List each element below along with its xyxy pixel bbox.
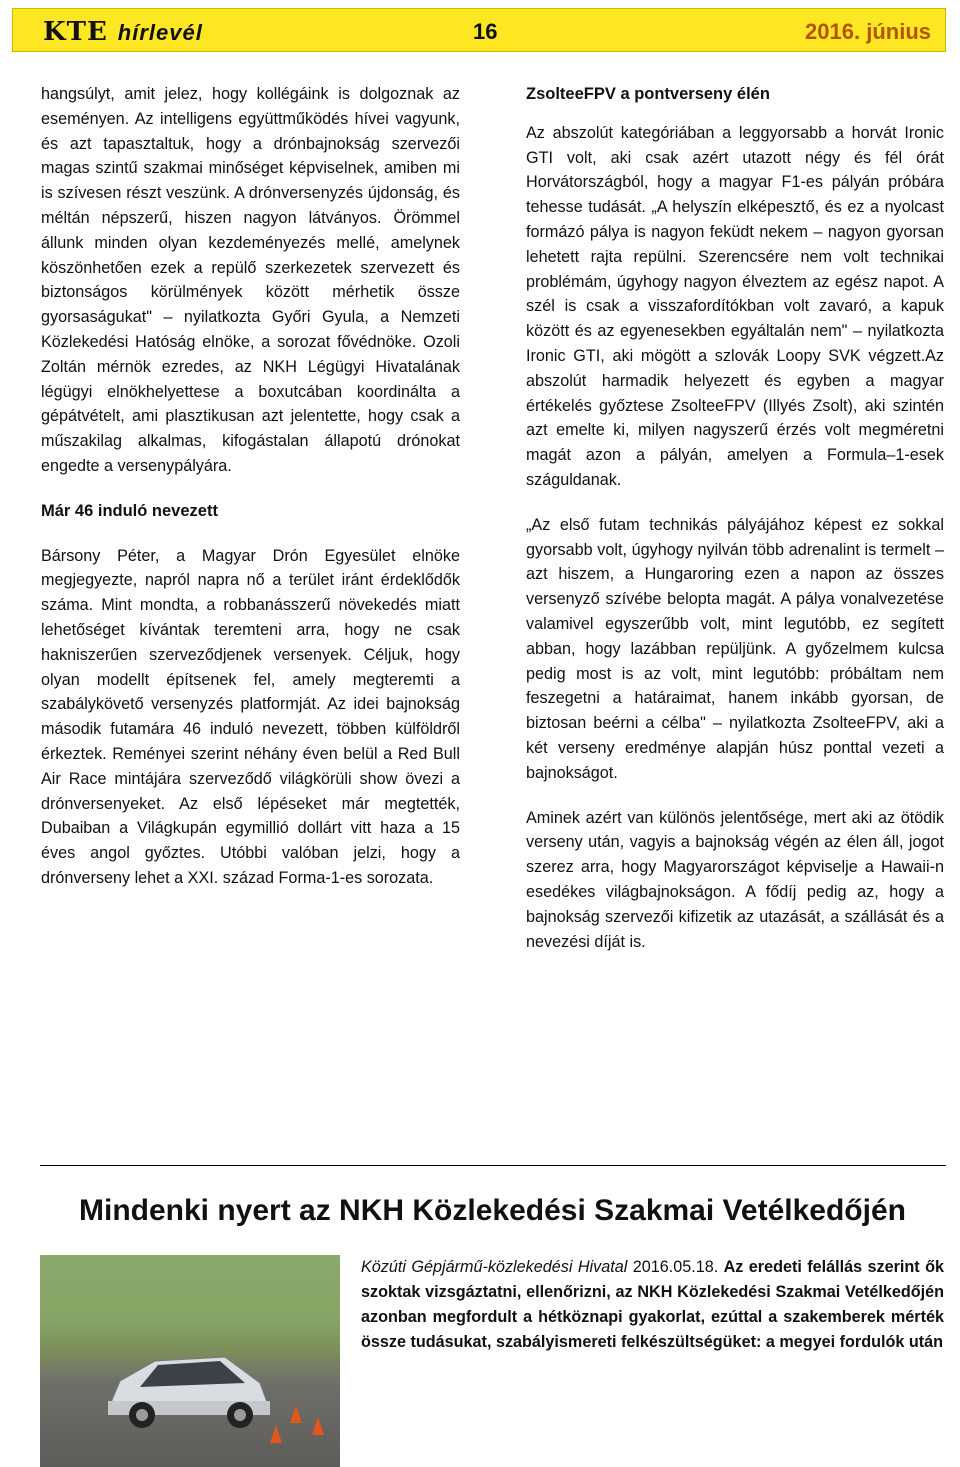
right-column xyxy=(526,82,944,954)
article-title: Mindenki nyert az NKH Közlekedési Szakmai Vetélkedőjén xyxy=(79,1194,906,1227)
article-photo xyxy=(40,1255,340,1467)
brand-word: hírlevél xyxy=(117,20,203,45)
newsletter-header xyxy=(12,8,946,52)
body-paragraph: „Az első futam technikás pályájához képest ez sokkal gyorsabb volt, úgyhogy nyilván több adrenalint is termelt – azt hiszem, a Hungaroring ezen a napon az összes versenyző szívébe belopta magát. A pálya vonalvezetése valamivel egyszerűbb volt, mint legutóbb, ez segített abban, hogy lazábban repüljünk. A győzelmem kulcsa pedig most is az volt, mint legutóbb: próbáltam nem feszegetni a határaimat, hanem inkább gyorsan, de biztosan beérni a célba" – nyilatkozta ZsolteeFPV, aki a két verseny eredménye alapján húsz ponttal vezeti a bajnokságot. xyxy=(526,515,944,782)
body-paragraph: hangsúlyt, amit jelez, hogy kollégáink is dolgoznak az eseményen. Az intelligens együttműködés hívei vagyunk, és azt tapasztaltuk, hogy a drónbajnokság szervezői magas szintű szakmai minőséget képviselnek, amiben mi is szívesen részt veszünk. A drónversenyzés újdonság, és méltán népszerű, hiszen nagyon látványos. Örömmel állunk minden olyan kezdeményezés mellé, amelynek köszönhetően ezek a repülő szerkezetek szervezett és biztonságos körülmények között mérhetik össze gyorsaságukat" – nyilatkozta Győri Gyula, a Nemzeti Közlekedési Hatóság elnöke, a sorozat fővédnöke. Ozoli Zoltán mérnök ezredes, az NKH Légügyi Hivatalának légügyi elnökhelyettese a boxutcában koordinálta a gépátvételt, ami plasztikusan azt jelentette, hogy csak a műszakilag alkalmas, kifogástalan állapotú drónokat engedte a versenypályára. xyxy=(41,85,460,475)
traffic-cone-icon xyxy=(290,1405,302,1423)
section-subheading: ZsolteeFPV a pontverseny élén xyxy=(526,85,770,103)
article-intro xyxy=(361,1255,944,1355)
page-number: 16 xyxy=(473,19,498,44)
issue-date: 2016. június xyxy=(805,19,931,44)
article-source: Közúti Gépjármű-közlekedési Hivatal xyxy=(361,1258,628,1276)
brand-logo: KTE hírlevél xyxy=(43,17,203,47)
traffic-cone-icon xyxy=(312,1417,324,1435)
section-subheading: Már 46 induló nevezett xyxy=(41,501,218,520)
body-paragraph: Bársony Péter, a Magyar Drón Egyesület elnöke megjegyezte, napról napra nő a terület iránt érdeklődők száma. Mint mondta, a robbanásszerű növekedés miatt lehetőséget kívántak teremteni arra, hogy ne csak hakniszerűen szerveződjenek versenyek. Céljuk, hogy olyan modellt építsenek fel, amely megteremti a szabálykövető versenyzés platformját. Az idei bajnokság második futamára 46 induló nevezett, többen külföldről érkeztek. Reményei szerint néhány éven belül a Red Bull Air Race mintájára szerveződő világkörüli show övezi a drónversenyeket. Az első lépéseket már megtették, Dubaiban a Világkupán egymillió dollárt vitt haza a 15 éves angol győztes. Utóbbi valóban jelzi, hogy a drónverseny lehet a XXI. század Forma-1-es sorozata. xyxy=(41,546,460,887)
article-lead: Az eredeti felállás szerint ők szoktak vizsgáztatni, ellenőrizni, az NKH Közlekedési Szakmai Vetélkedőjén azonban megfordult a hétköznapi gyakorlat, ezúttal a szakemberek mérték össze tudásukat, szabályismereti felkészültségüket: a megyei fordulók után xyxy=(361,1258,944,1351)
section-divider xyxy=(40,1165,946,1166)
car-image xyxy=(100,1343,275,1433)
article-date: 2016.05.18. xyxy=(632,1258,719,1276)
left-column xyxy=(41,82,460,891)
body-paragraph: Aminek azért van különös jelentősége, mert aki az ötödik verseny után, vagyis a bajnokság végén az élen áll, jogot szerez arra, hogy Magyarországot képviselje a Hawaii-n esedékes világbajnokságon. A fődíj pedig az, hogy a bajnokság szervezői kifizetik az utazását, a szállását és a nevezési díját is. xyxy=(526,808,944,951)
body-paragraph: Az abszolút kategóriában a leggyorsabb a horvát Ironic GTI volt, aki csak azért utazott négy és fél órát Horvátországból, hogy a magyar F1-es pályán próbára tehesse tudását. „A helyszín elképesztő, és ez a nyolcast formázó pálya is nagyon feküdt nekem – nagyon gyorsan lehetett rajta repülni. Szerencsére nem volt technikai problémám, úgyhogy nagyon élveztem az egész napot. A szél is csak a visszafordítókban volt zavaró, a kapuk között és az egyenesekben egyáltalán nem" – nyilatkozta Ironic GTI, aki mögött a szlovák Loopy SVK végzett.Az abszolút harmadik helyezett és egyben a magyar értékelés győztese ZsolteeFPV (Illyés Zsolt), aki szintén azt emelte ki, milyen nagyszerű érzés volt megméretni magát azon a pályán, amelyen a Formula–1-esek száguldanak. xyxy=(526,123,944,489)
traffic-cone-icon xyxy=(270,1425,282,1443)
